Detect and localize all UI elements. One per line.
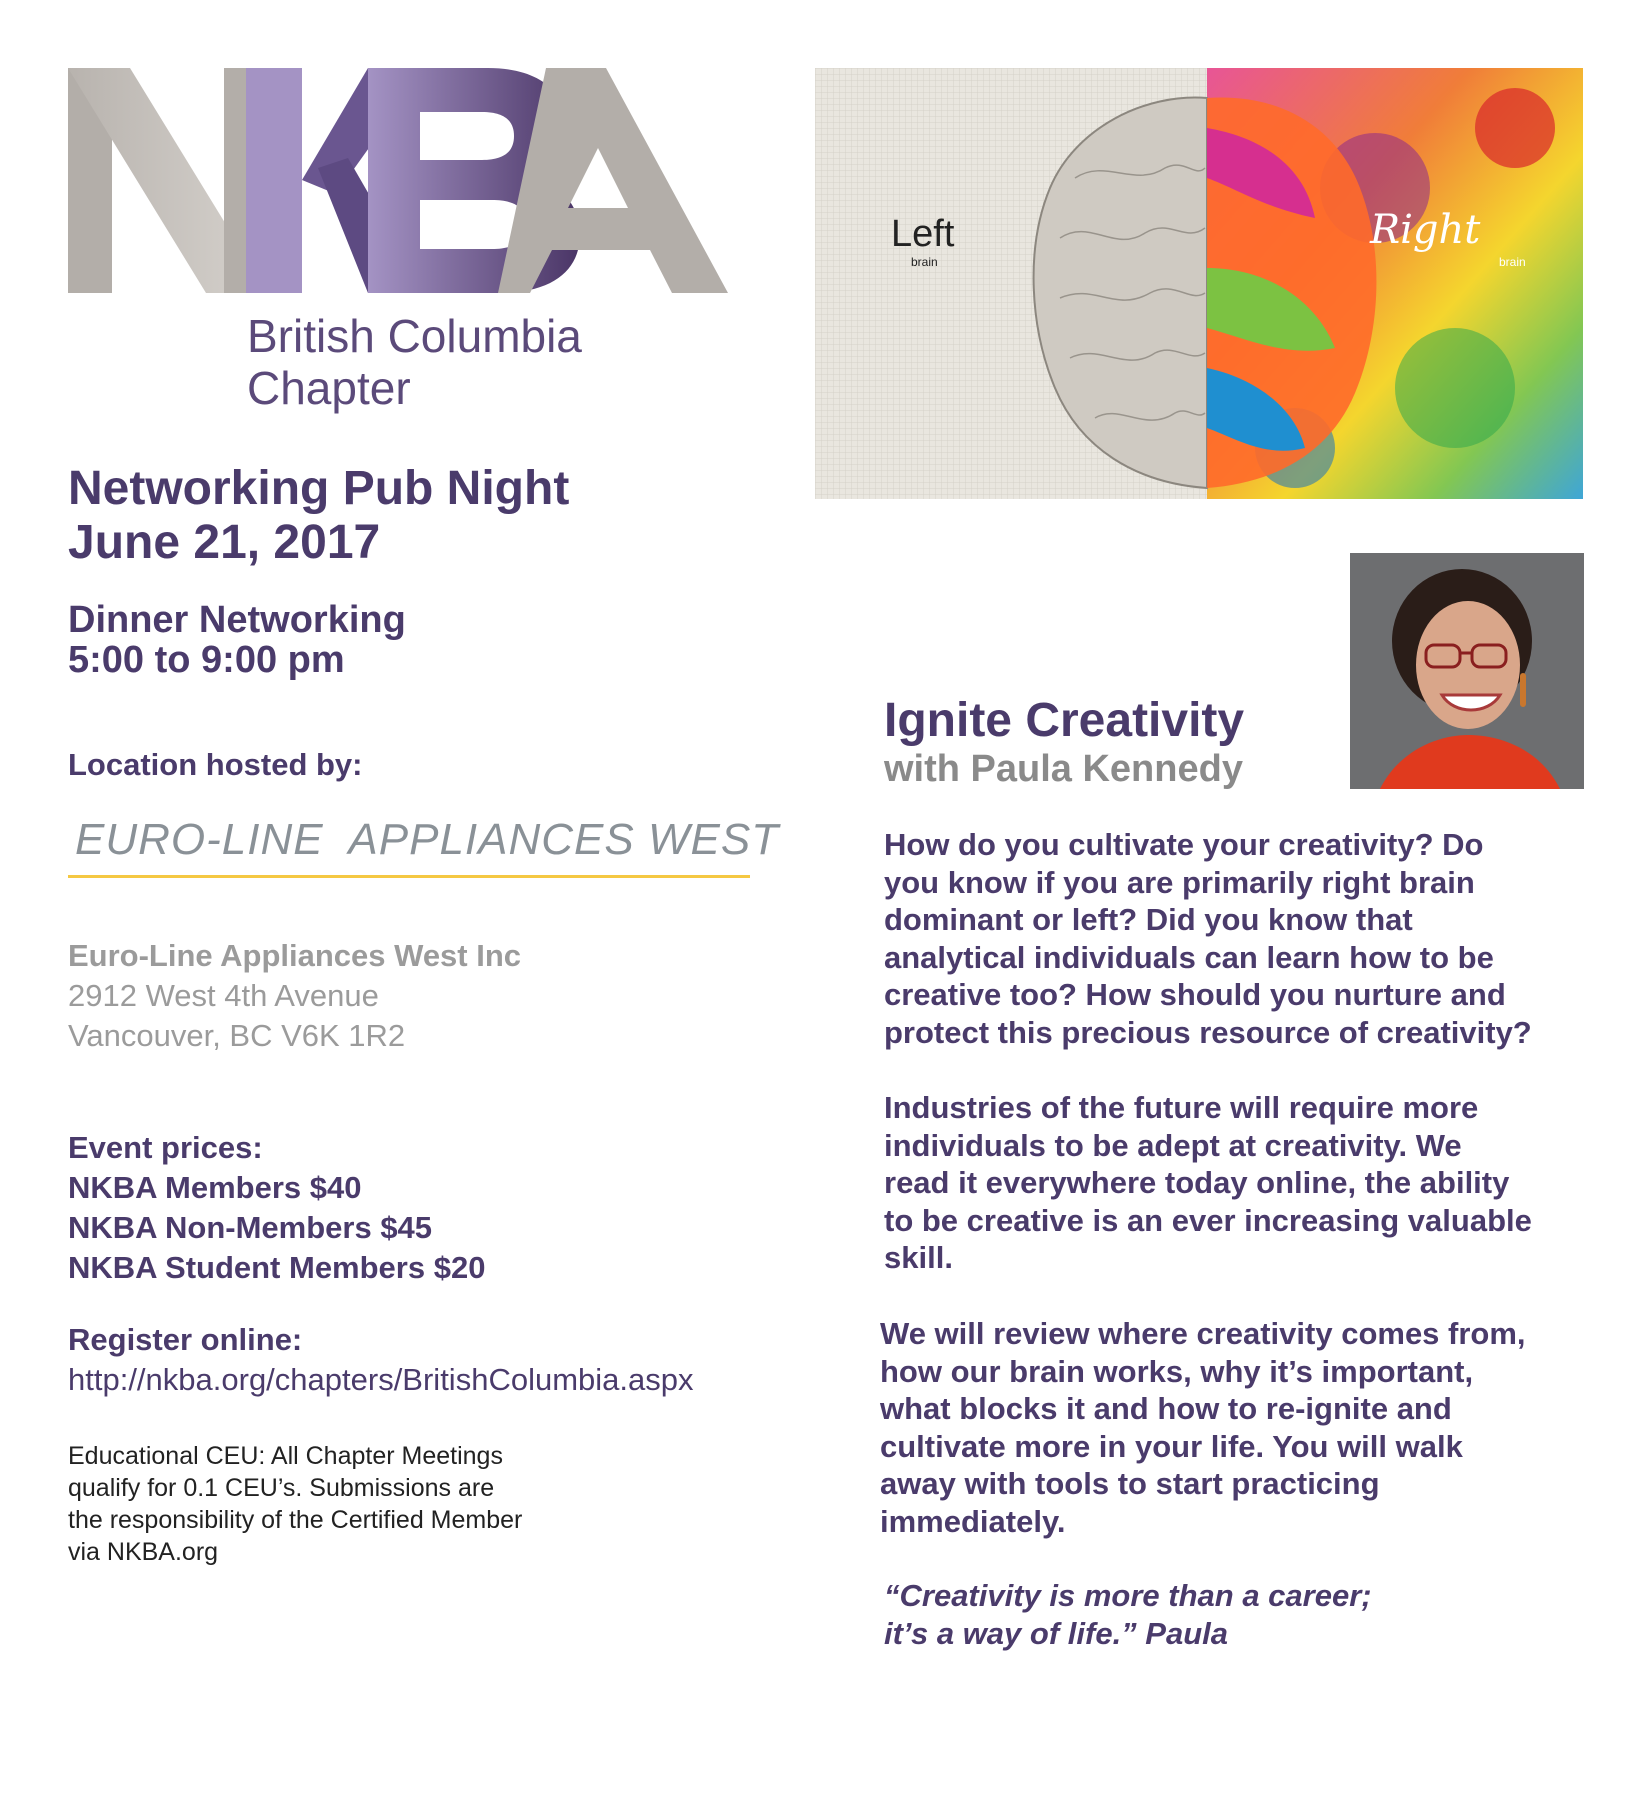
right-brain-sublabel: brain xyxy=(1499,255,1526,269)
chapter-name-line-2: Chapter xyxy=(247,362,411,414)
price-item-non-members: NKBA Non-Members $45 xyxy=(68,1210,433,1245)
event-time: 5:00 to 9:00 pm xyxy=(68,639,345,681)
paragraph-line: analytical individuals can learn how to be xyxy=(884,939,1494,975)
talk-paragraph-2 xyxy=(884,1089,1604,1277)
logo-letter-n xyxy=(68,68,268,293)
right-brain-label: Right xyxy=(1370,207,1481,253)
host-brand-logo: EURO-LINE APPLIANCES WEST xyxy=(75,815,780,864)
left-brain-sublabel: brain xyxy=(911,255,938,269)
paragraph-line: We will review where creativity comes from, xyxy=(880,1316,1526,1351)
host-city: Vancouver, BC V6K 1R2 xyxy=(68,1018,406,1053)
location-label: Location hosted by: xyxy=(68,747,363,782)
paragraph-line: how our brain works, why it’s important, xyxy=(880,1353,1474,1389)
price-item-members: NKBA Members $40 xyxy=(68,1170,362,1205)
event-date: June 21, 2017 xyxy=(68,516,381,569)
register-label: Register online: xyxy=(68,1322,303,1357)
ceu-line-1: Educational CEU: All Chapter Meetings xyxy=(68,1442,503,1470)
event-format: Dinner Networking xyxy=(68,599,406,641)
ceu-line-2: qualify for 0.1 CEU’s. Submissions are xyxy=(68,1474,495,1502)
paragraph-line: what blocks it and how to re-ignite and xyxy=(880,1391,1452,1426)
host-street: 2912 West 4th Avenue xyxy=(68,978,379,1013)
register-link[interactable]: http://nkba.org/chapters/BritishColumbia.aspx xyxy=(68,1362,694,1397)
paragraph-line: cultivate more in your life. You will walk xyxy=(880,1428,1463,1464)
paragraph-line: How do you cultivate your creativity? Do xyxy=(884,827,1484,862)
host-brand-divider xyxy=(68,875,750,878)
paragraph-line: protect this precious resource of creativity? xyxy=(884,1014,1532,1050)
prices-label: Event prices: xyxy=(68,1130,263,1165)
paragraph-line: individuals to be adept at creativity. We xyxy=(884,1127,1462,1163)
event-title: Networking Pub Night xyxy=(68,462,570,515)
event-prices xyxy=(68,1128,485,1288)
chapter-name-line-1: British Columbia xyxy=(247,310,582,362)
talk-title: Ignite Creativity xyxy=(884,694,1245,747)
paragraph-line: Industries of the future will require more xyxy=(884,1090,1479,1125)
price-item-students: NKBA Student Members $20 xyxy=(68,1250,486,1285)
paragraph-line: you know if you are primarily right brain xyxy=(884,864,1475,900)
paragraph-line: to be creative is an ever increasing valuable xyxy=(884,1202,1532,1238)
paragraph-line: dominant or left? Did you know that xyxy=(884,902,1413,937)
talk-subtitle: with Paula Kennedy xyxy=(884,748,1243,790)
nkba-logo xyxy=(68,68,728,296)
quote-line: “Creativity is more than a career; xyxy=(884,1578,1372,1613)
paragraph-line: away with tools to start practicing xyxy=(880,1466,1380,1501)
host-name: Euro-Line Appliances West Inc xyxy=(68,938,522,973)
speaker-quote xyxy=(884,1577,1604,1652)
ceu-note xyxy=(68,1440,628,1568)
left-right-brain-image xyxy=(815,68,1583,499)
paragraph-line: creative too? How should you nurture and xyxy=(884,977,1506,1012)
ceu-line-4: via NKBA.org xyxy=(68,1538,219,1566)
paragraph-line: skill. xyxy=(884,1240,953,1275)
paragraph-line: read it everywhere today online, the ability xyxy=(884,1165,1510,1200)
talk-paragraph-1 xyxy=(884,826,1604,1051)
speaker-photo xyxy=(1350,553,1584,789)
left-brain-label: Left xyxy=(891,213,955,255)
talk-paragraph-3 xyxy=(880,1315,1600,1540)
ceu-line-3: the responsibility of the Certified Member xyxy=(68,1506,523,1534)
paragraph-line: immediately. xyxy=(880,1503,1066,1539)
quote-line: it’s a way of life.” Paula xyxy=(884,1615,1228,1651)
